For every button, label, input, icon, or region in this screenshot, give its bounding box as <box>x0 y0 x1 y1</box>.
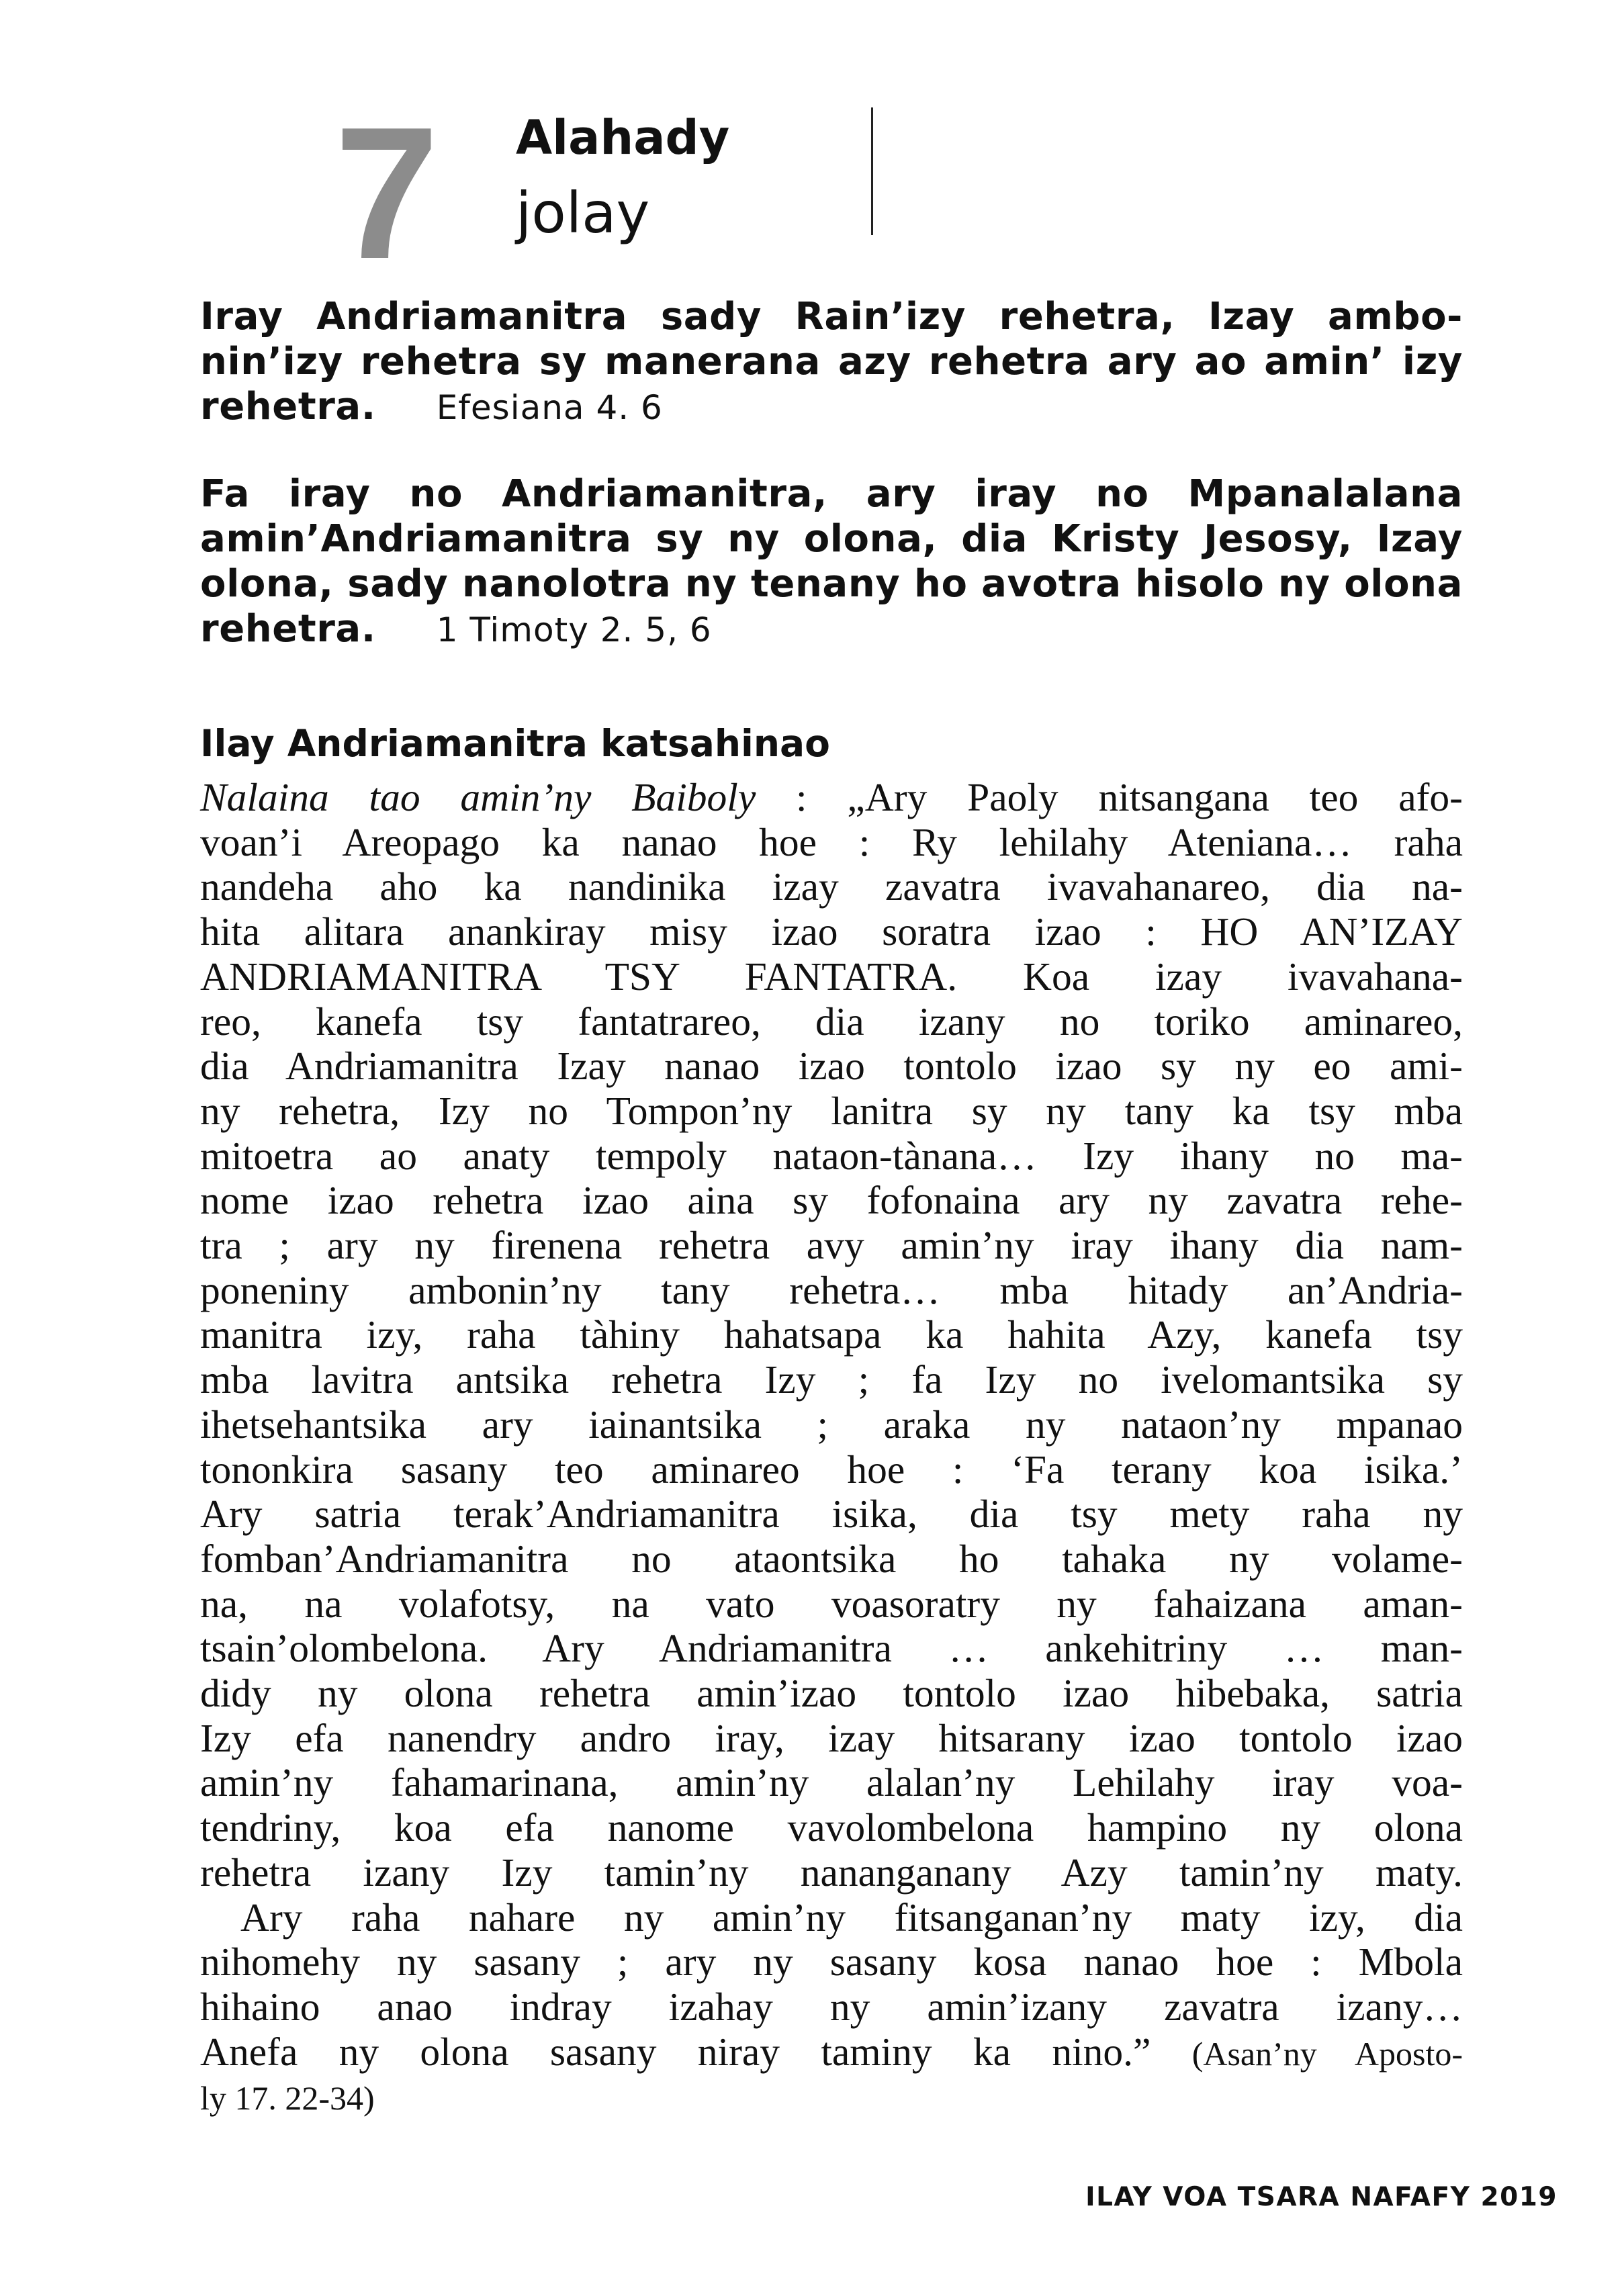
reading-line: ny rehetra, Izy no Tompon’ny lanitra sy ny tany ka tsy mba <box>200 1088 1463 1133</box>
reading-line: manitra izy, raha tàhiny hahatsapa ka hahita Azy, kanefa tsy <box>200 1312 1463 1357</box>
reading-intro: Nalaina tao amin’ny Baiboly <box>200 775 756 819</box>
reading-body <box>200 775 1463 2121</box>
reading-line: amin’ny fahamarinana, amin’ny alalan’ny Lehilahy iray voa- <box>200 1760 1463 1805</box>
reading-line: mba lavitra antsika rehetra Izy ; fa Izy no ivelomantsika sy <box>200 1357 1463 1402</box>
verse-2 <box>200 471 1463 653</box>
verse-2-reference: 1 Timoty 2. 5, 6 <box>436 610 712 649</box>
reading-line: dia Andriamanitra Izay nanao izao tontolo izao sy ny eo ami- <box>200 1044 1463 1089</box>
verse-1-text: Iray Andriamanitra sady Rain’izy rehetra, Izay ambo-nin’izy rehetra sy manerana azy rehetra ary ao amin’ izy rehetra. <box>200 295 1463 428</box>
reading-line: Ary satria terak’Andriamanitra isika, dia tsy mety raha ny <box>200 1492 1463 1537</box>
reading-line: tra ; ary ny firenena rehetra avy amin’ny iray ihany dia nam- <box>200 1223 1463 1268</box>
reading-line: voan’i Areopago ka nanao hoe : Ry lehilahy Ateniana… raha <box>200 819 1463 864</box>
verse-1 <box>200 294 1463 430</box>
month-label: jolay <box>516 180 650 246</box>
reading-line <box>200 775 1463 820</box>
date-number: 7 <box>334 89 435 298</box>
reading-line: nome izao rehetra izao aina sy fofonaina ary ny zavatra rehe- <box>200 1178 1463 1223</box>
reading-source: (Asan’ny Aposto- <box>1191 2034 1463 2073</box>
reading-line: didy ny olona rehetra amin’izao tontolo izao hibebaka, satria <box>200 1671 1463 1716</box>
footer-publication: ILAY VOA TSARA NAFAFY 2019 <box>1085 2182 1558 2212</box>
section-heading: Ilay Andriamanitra katsahinao <box>200 722 830 765</box>
reading-line: tsain’olombelona. Ary Andriamanitra … ankehitriny … man- <box>200 1626 1463 1671</box>
verse-2-text: Fa iray no Andriamanitra, ary iray no Mpanalalana amin’Andriamanitra sy ny olona, dia Kristy Jesosy, Izay olona, sady nanolotra ny tenany ho avotra hisolo ny olona rehetra. <box>200 472 1463 651</box>
reading-line: tononkira sasany teo aminareo hoe : ‘Fa terany koa isika.’ <box>200 1447 1463 1492</box>
reading-line-text: : „Ary Paoly nitsangana teo afo- <box>756 775 1463 819</box>
header-divider <box>871 107 873 235</box>
reading-line: rehetra izany Izy tamin’ny nananganany Azy tamin’ny maty. <box>200 1850 1463 1895</box>
reading-line: hita alitara anankiray misy izao soratra izao : HO AN’IZAY <box>200 909 1463 954</box>
reading-line: Izy efa nanendry andro iray, izay hitsarany izao tontolo izao <box>200 1715 1463 1760</box>
reading-line: ANDRIAMANITRA TSY FANTATRA. Koa izay ivavahana- <box>200 954 1463 999</box>
reading-line: na, na volafotsy, na vato voasoratry ny fahaizana aman- <box>200 1581 1463 1626</box>
reading-line-text: Anefa ny olona sasany niray taminy ka nino.” <box>200 2029 1151 2074</box>
reading-line: ihetsehantsika ary iainantsika ; araka ny nataon’ny mpanao <box>200 1402 1463 1447</box>
reading-line: Ary raha nahare ny amin’ny fitsanganan’ny maty izy, dia <box>240 1895 1463 1940</box>
reading-line <box>200 2030 1463 2077</box>
reading-line: tendriny, koa efa nanome vavolombelona hampino ny olona <box>200 1805 1463 1850</box>
reading-line: poneniny ambonin’ny tany rehetra… mba hitady an’Andria- <box>200 1267 1463 1312</box>
weekday-label: Alahady <box>516 110 730 165</box>
reading-source-end: ly 17. 22-34) <box>200 2079 375 2118</box>
reading-line: fomban’Andriamanitra no ataontsika ho tahaka ny volame- <box>200 1536 1463 1581</box>
reading-line: mitoetra ao anaty tempoly nataon-tànana… Izy ihany no ma- <box>200 1133 1463 1178</box>
verse-1-reference: Efesiana 4. 6 <box>436 388 663 427</box>
reading-line: reo, kanefa tsy fantatrareo, dia izany no toriko aminareo, <box>200 999 1463 1044</box>
reading-line: nihomehy ny sasany ; ary ny sasany kosa nanao hoe : Mbola <box>200 1940 1463 1985</box>
reading-line: hihaino anao indray izahay ny amin’izany zavatra izany… <box>200 1984 1463 2029</box>
reading-line: nandeha aho ka nandinika izay zavatra ivavahanareo, dia na- <box>200 864 1463 909</box>
